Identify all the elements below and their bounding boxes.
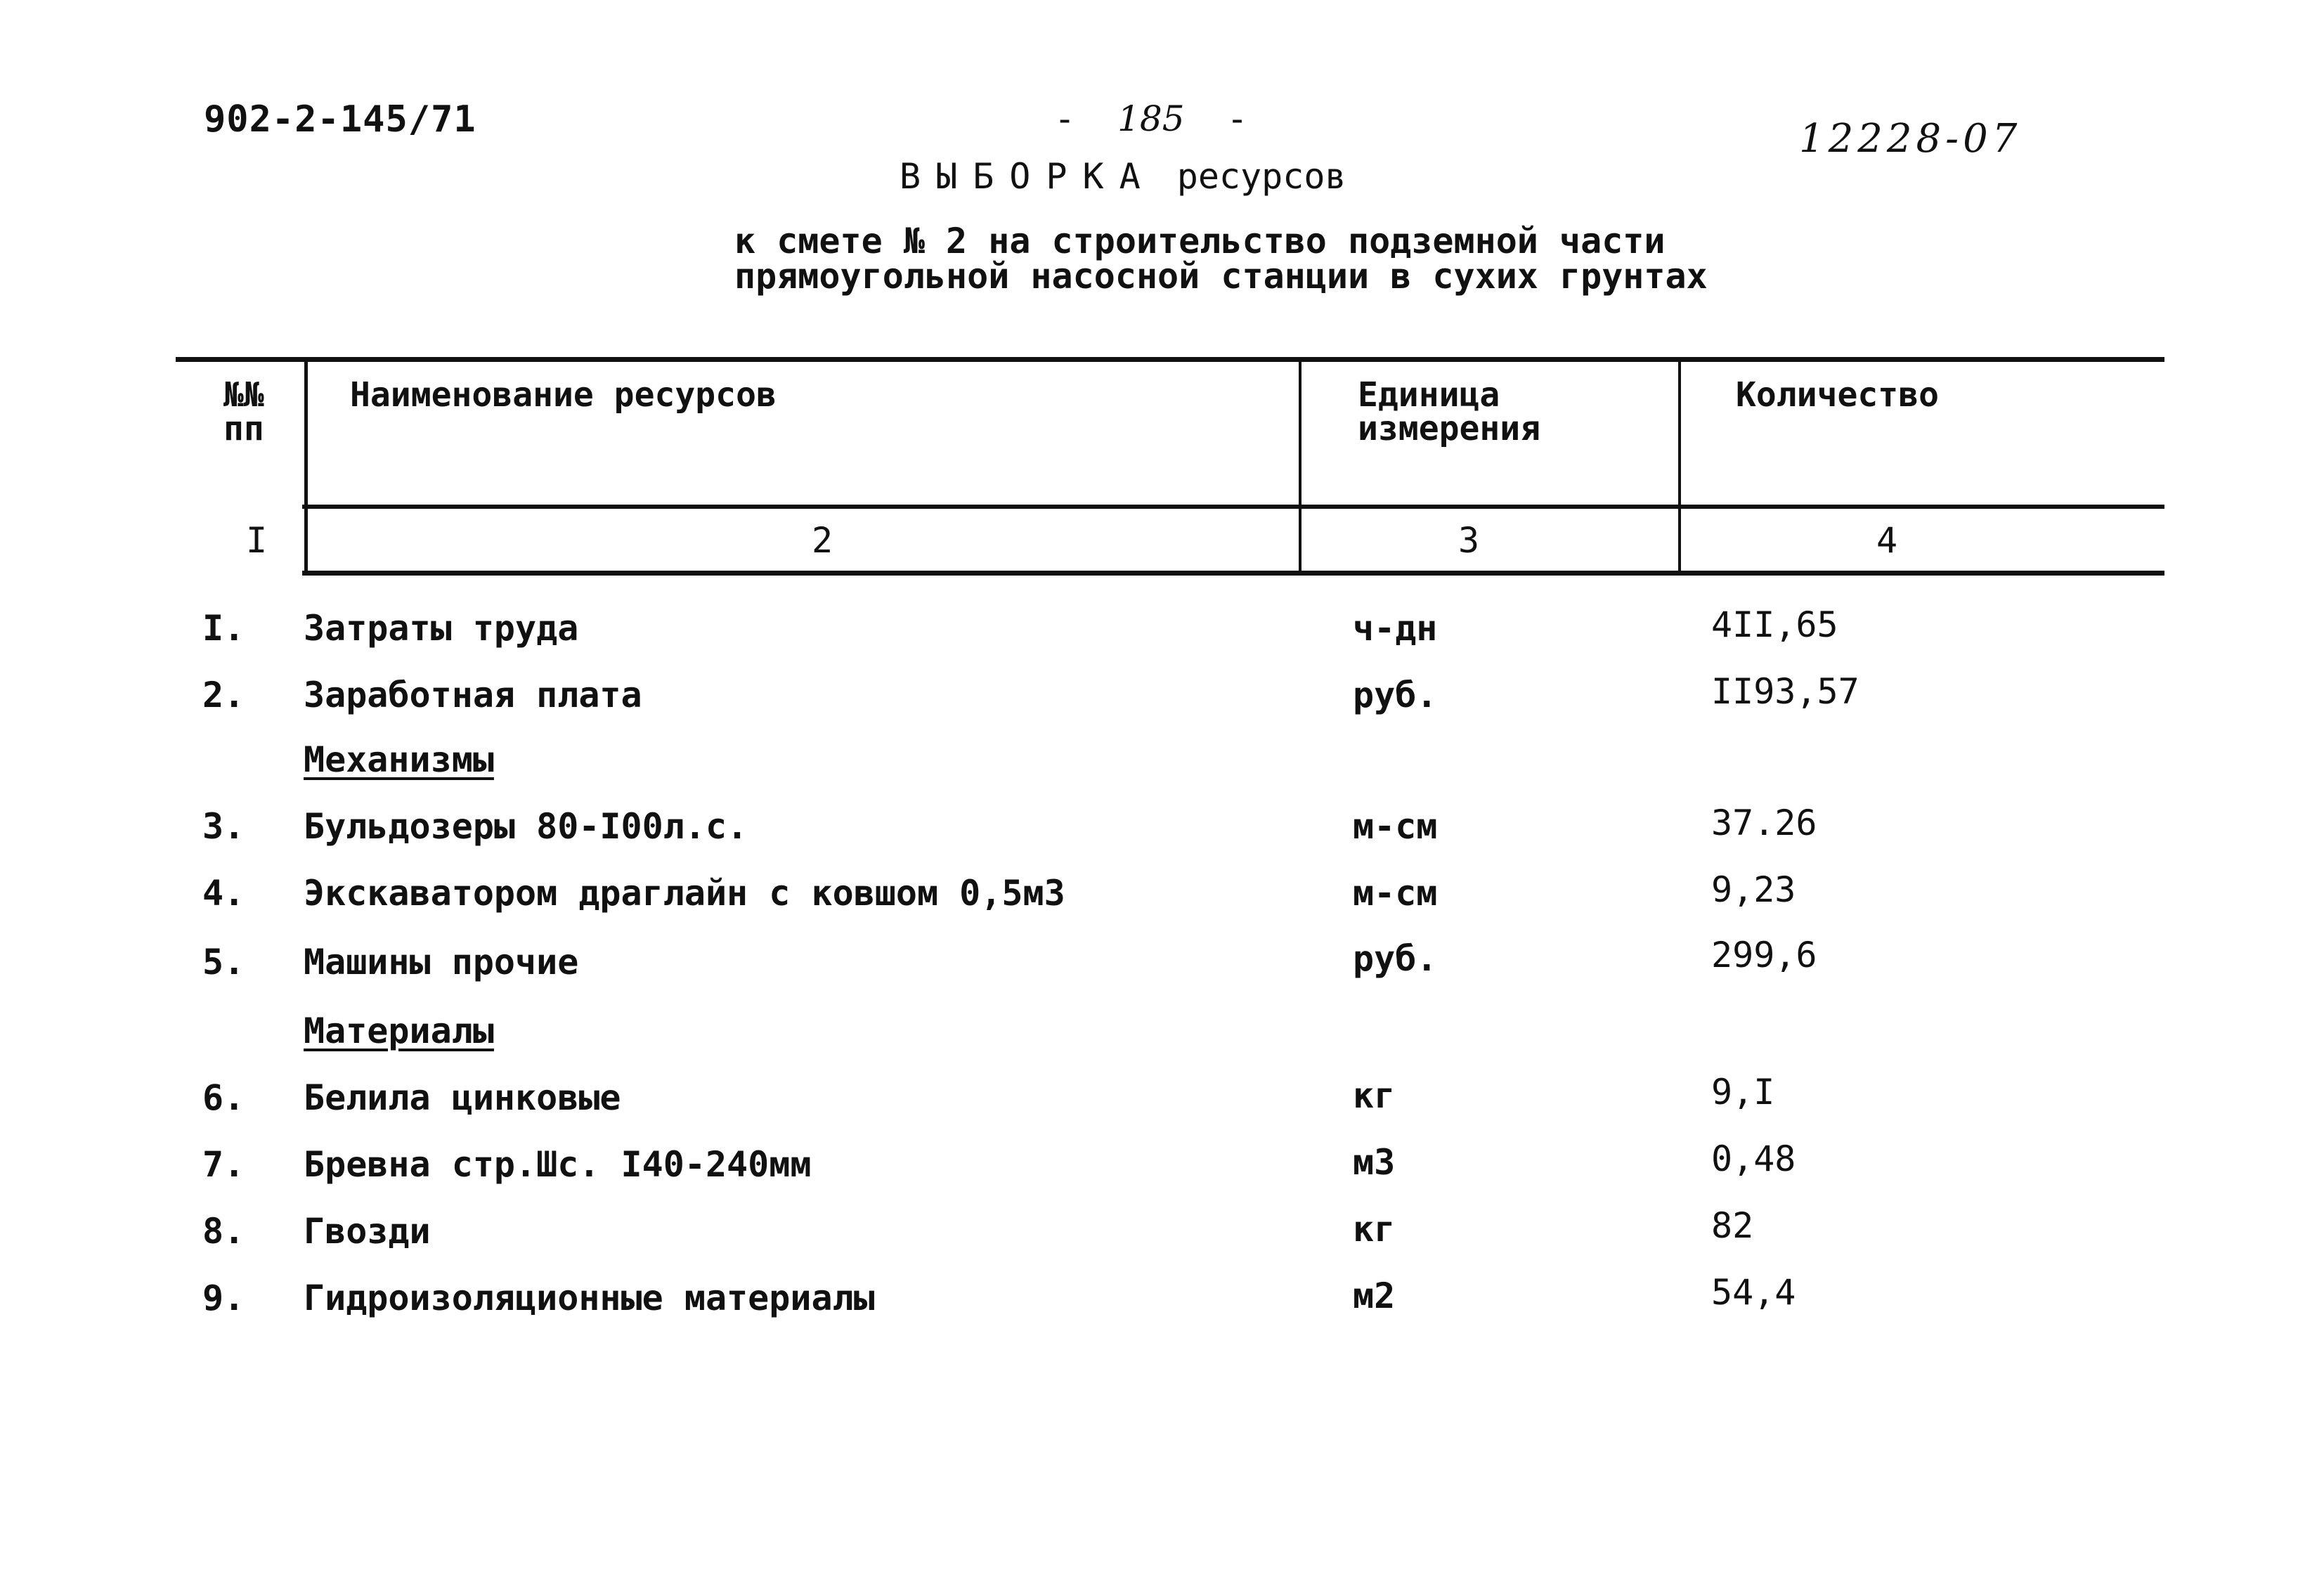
header-num (223, 375, 264, 448)
page-dash-right: - (1226, 98, 1248, 139)
header-unit-line-1: Единица (1358, 375, 1500, 415)
section-materials: Материалы (304, 1011, 494, 1051)
title-rest: ресурсов (1176, 156, 1346, 197)
row-9-name: Гидроизоляционные материалы (304, 1278, 875, 1318)
row-6-num: 6. (202, 1077, 245, 1118)
column-number-4: 4 (1876, 520, 1898, 561)
row-1-name: Затраты труда (304, 608, 579, 649)
header-num-line-1: №№ (223, 375, 264, 415)
row-3-num: 3. (202, 806, 245, 847)
section-mechanisms: Механизмы (304, 739, 494, 780)
row-8-name: Гвозди (304, 1211, 431, 1252)
row-2-num: 2. (202, 675, 245, 715)
column-number-3: 3 (1458, 520, 1480, 561)
row-7-qty: 0,48 (1711, 1138, 1796, 1179)
subtitle-line-2: прямоугольной насосной станции в сухих грунтах (734, 256, 1708, 297)
header-num-line-2: пп (223, 409, 264, 448)
document-number: 12228-07 (1799, 116, 2022, 162)
row-7-unit: м3 (1353, 1142, 1396, 1183)
header-qty: Количество (1736, 375, 1939, 415)
row-2-qty: II93,57 (1711, 671, 1859, 712)
page-number: 185 (1117, 98, 1185, 139)
row-3-unit: м-см (1353, 806, 1438, 847)
row-7-name: Бревна стр.Шс. I40-240мм (304, 1144, 812, 1185)
row-4-qty: 9,23 (1711, 869, 1796, 910)
table-divider-2 (1299, 358, 1301, 574)
row-6-name: Белила цинковые (304, 1077, 621, 1118)
row-1-qty: 4II,65 (1711, 604, 1838, 645)
page-title (900, 156, 1346, 197)
row-5-qty: 299,6 (1711, 935, 1817, 975)
subtitle-line-1: к смете № 2 на строительство подземной части (734, 221, 1666, 261)
row-6-unit: кг (1353, 1075, 1396, 1116)
title-spaced: ВЫБОРКА (900, 156, 1156, 197)
row-5-unit: руб. (1353, 938, 1438, 979)
row-4-name: Экскаватором драглайн с ковшом 0,5м3 (304, 873, 1065, 914)
row-4-num: 4. (202, 873, 245, 914)
header-name: Наименование ресурсов (350, 375, 777, 415)
column-number-2: 2 (812, 520, 833, 561)
row-2-name: Заработная плата (304, 675, 642, 715)
header-unit-line-2: измерения (1358, 409, 1541, 448)
page-dash-left: - (1054, 98, 1076, 139)
row-8-num: 8. (202, 1211, 245, 1252)
row-3-name: Бульдозеры 80-I00л.с. (304, 806, 748, 847)
page-subtitle (734, 221, 1708, 297)
page-number-line (1054, 98, 1248, 139)
table-top-rule (176, 357, 2164, 362)
table-header-rule (302, 505, 2164, 509)
row-5-name: Машины прочие (304, 942, 579, 982)
table-divider-1 (304, 358, 308, 574)
row-8-qty: 82 (1711, 1205, 1754, 1246)
row-5-num: 5. (202, 942, 245, 982)
row-9-num: 9. (202, 1278, 245, 1318)
row-9-qty: 54,4 (1711, 1272, 1796, 1313)
row-1-num: I. (202, 608, 245, 649)
table-divider-3 (1678, 358, 1681, 574)
row-6-qty: 9,I (1711, 1072, 1775, 1112)
row-1-unit: ч-дн (1353, 608, 1438, 649)
table-colnum-rule (302, 571, 2164, 576)
row-4-unit: м-см (1353, 873, 1438, 914)
row-3-qty: 37.26 (1711, 803, 1817, 843)
header-unit (1358, 375, 1541, 448)
row-9-unit: м2 (1353, 1276, 1396, 1316)
row-8-unit: кг (1353, 1209, 1396, 1250)
row-7-num: 7. (202, 1144, 245, 1185)
document-code: 902-2-145/71 (204, 98, 476, 141)
row-2-unit: руб. (1353, 675, 1438, 715)
column-number-1: I (246, 520, 268, 561)
